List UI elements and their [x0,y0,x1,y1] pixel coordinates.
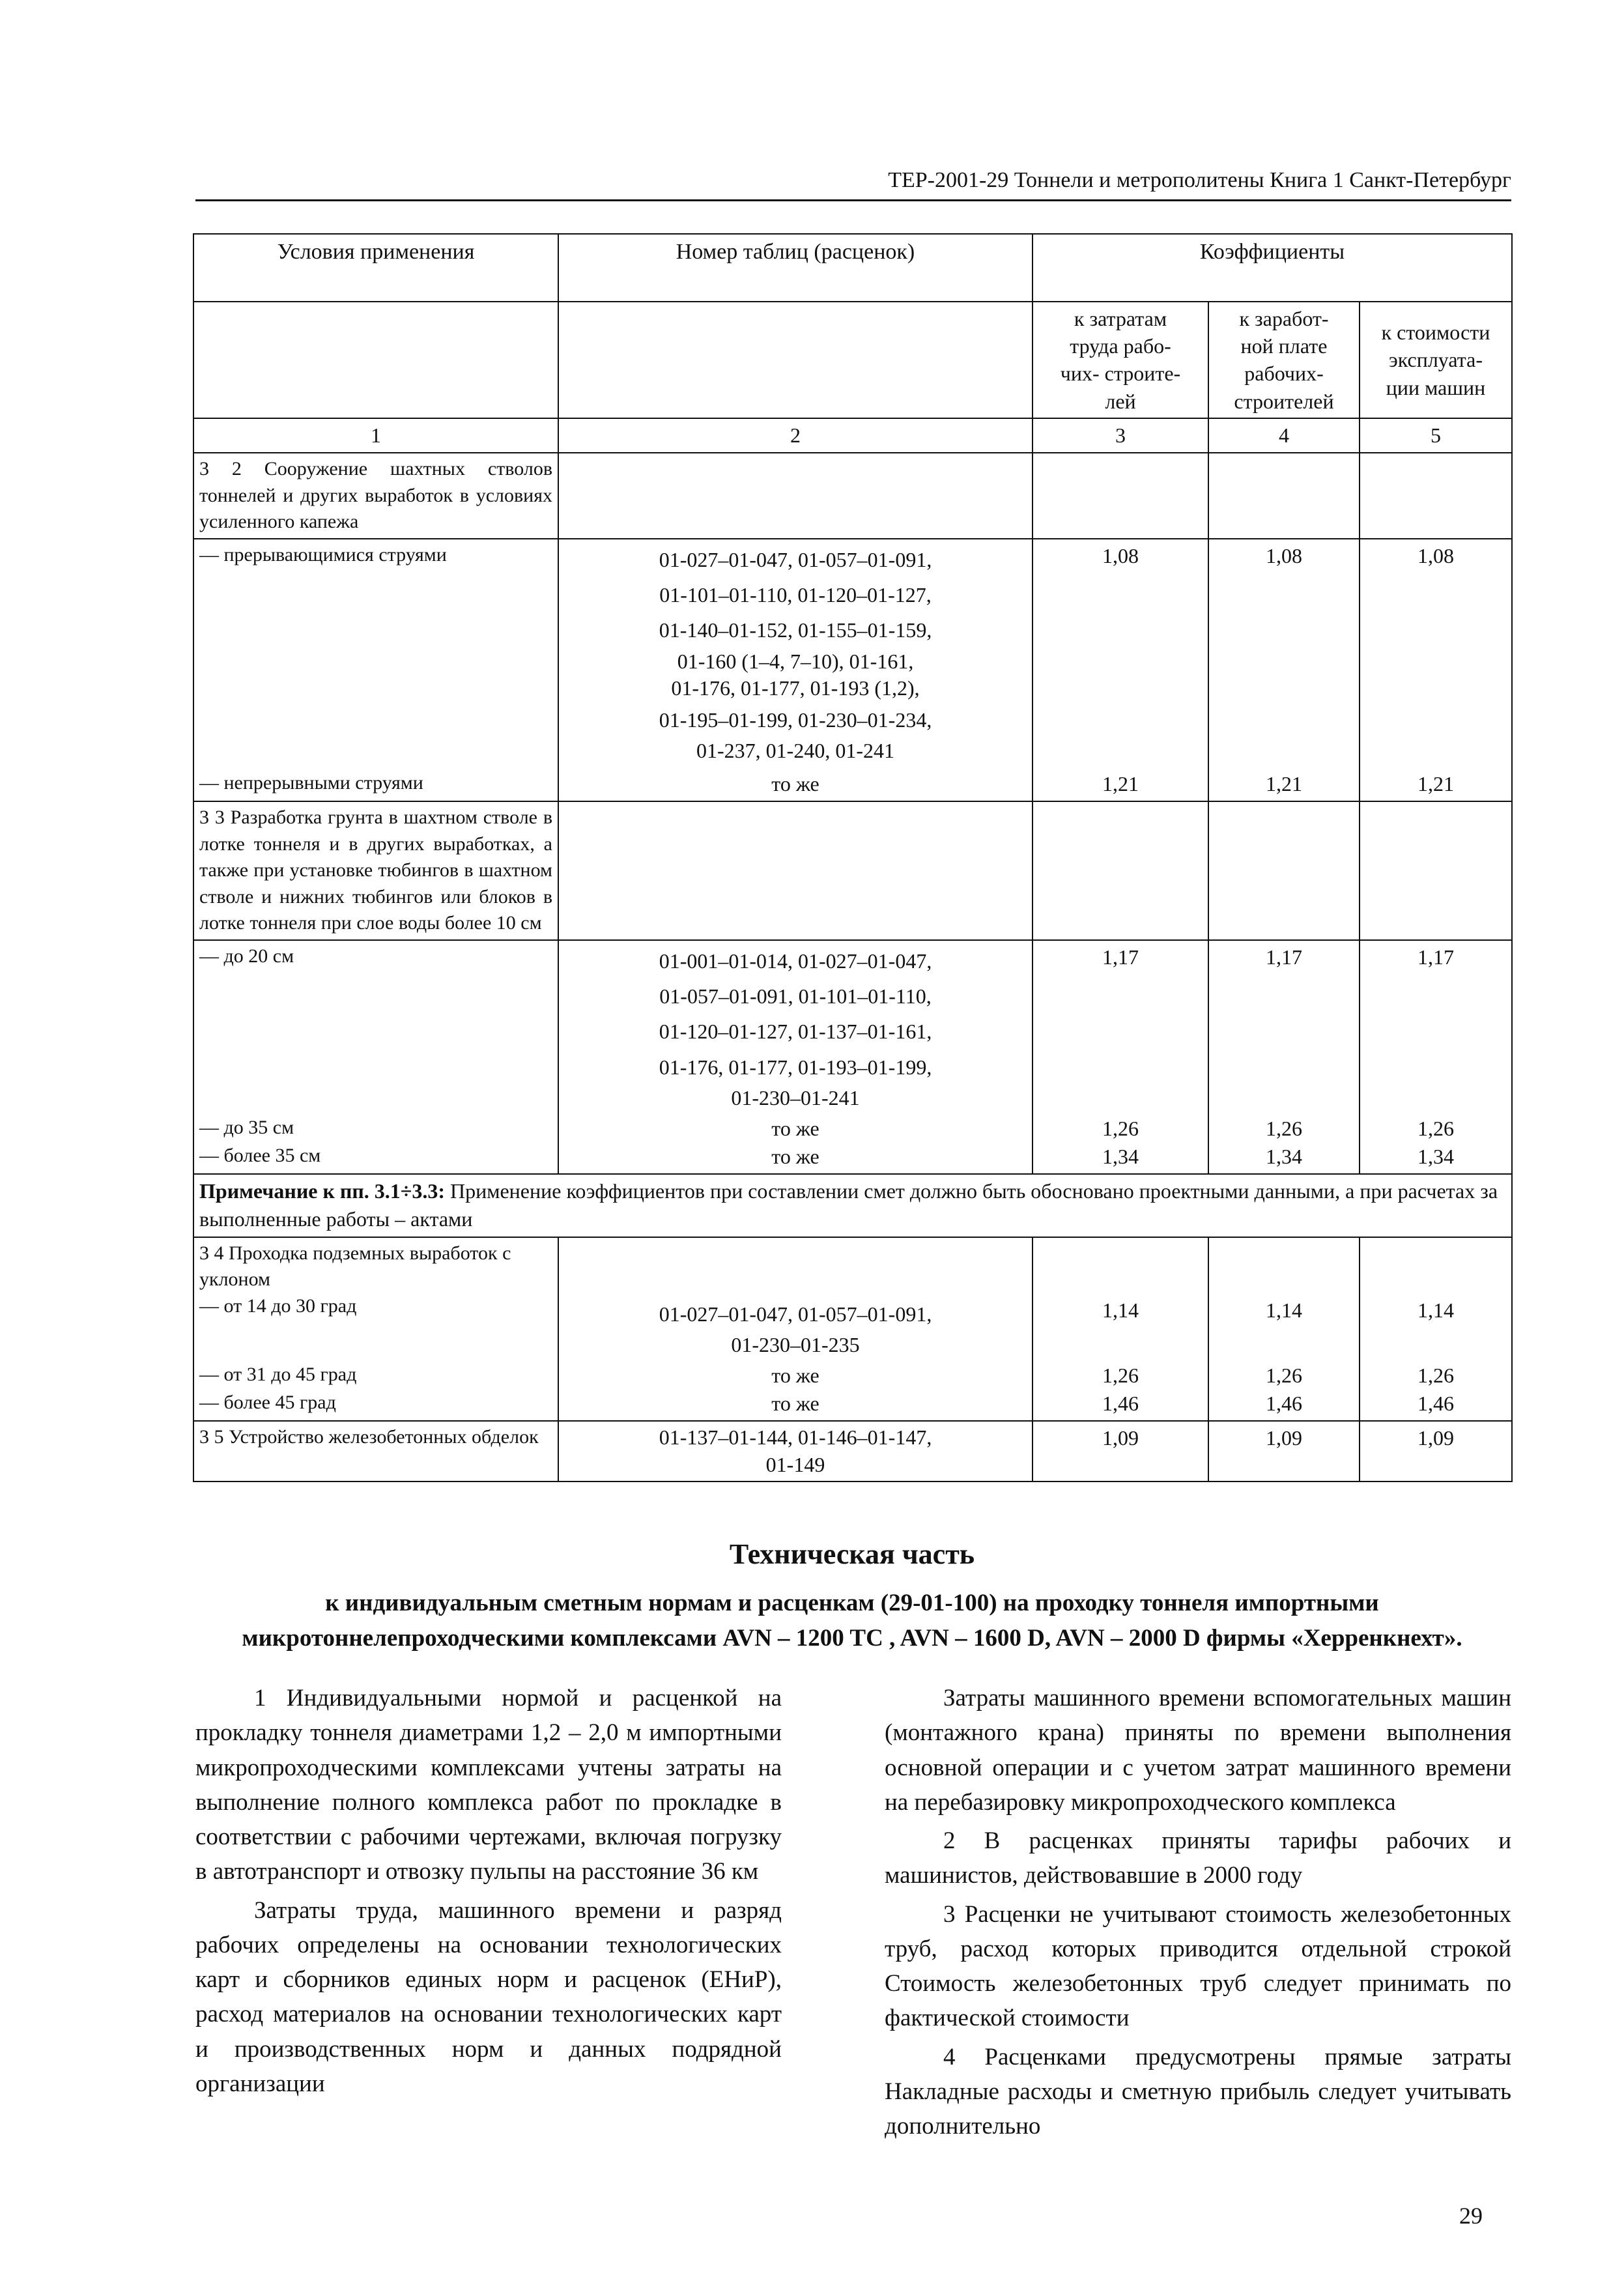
coef-labor: 1,21 [1033,767,1208,801]
column-number-row [193,418,1512,453]
codes-cell [558,940,1033,1115]
column-number: 3 [1033,418,1208,453]
code-line: 01-057–01-091, 01-101–01-110, [659,984,932,1009]
running-header: ТЕР-2001-29 Тоннели и метрополитены Книга 1 Санкт-Петербург [888,168,1511,192]
coef-machines: 1,46 [1360,1390,1512,1421]
code-line: 01-195–01-199, 01-230–01-234, [659,708,932,732]
codes-cell: то же [558,1362,1033,1390]
table-subheader-row [193,302,1512,418]
empty-cell [1208,801,1360,940]
condition-text: — от 14 до 30 град [199,1295,357,1317]
code-line: 01-149 [765,1452,825,1476]
table-row [193,1143,1512,1174]
coef-labor: 1,17 [1033,940,1208,1115]
coef-wages: 1,26 [1208,1115,1360,1143]
table-row [193,1237,1512,1362]
code-line: 01-137–01-144, 01-146–01-147, [659,1425,932,1449]
empty-cell [1360,453,1512,539]
table-row [193,1421,1512,1481]
right-text-column [885,1681,1511,2147]
subheader-labor [1033,302,1208,418]
coef-machines: 1,14 [1360,1237,1512,1362]
empty-cell [558,453,1033,539]
code-line: 01-230–01-235 [731,1332,860,1356]
codes-cell [558,539,1033,767]
code-line: 01-001–01-014, 01-027–01-047, [659,949,932,973]
condition-cell: — до 20 см [193,940,558,1115]
table-header-row [193,234,1512,302]
section-3-3-title: 3 3 Разработка грунта в шахтном стволе в лотке тоннеля и в других выработках, а также при установке тюбингов в шахтном стволе и нижних тюбингов или блоков в лотке тоннеля при слое воды более 10 см [193,801,558,940]
paragraph: Затраты машинного времени вспомогательных машин (монтажного крана) приняты по времени выполнения основной операции и с учетом затрат машинного времени на перебазировку микропроходческого комплекса [885,1685,1511,1816]
section-3-4-title: 3 4 Проходка подземных выработок с уклоном [199,1242,511,1291]
condition-cell: — прерывающимися струями [193,539,558,767]
table-row [193,767,1512,801]
coef-wages: 1,14 [1208,1237,1360,1362]
empty-cell [558,801,1033,940]
section-3-3-title-row [193,801,1512,940]
subheader-empty-2 [558,302,1033,418]
header-coefficients: Коэффициенты [1033,234,1512,302]
section-3-2-title: 3 2 Сооружение шахтных стволов тоннелей и других выработок в условиях усиленного капежа [193,453,558,539]
coefficients-table [193,233,1513,1482]
codes-cell [558,1421,1033,1481]
code-line: 01-027–01-047, 01-057–01-091, [659,547,932,571]
paragraph: 2 В расценках приняты тарифы рабочих и машинистов, действовавшие в 2000 году [885,1827,1511,1889]
codes-cell: то же [558,767,1033,801]
condition-cell: — более 35 см [193,1143,558,1174]
paragraph: Затраты труда, машинного времени и разряд рабочих определены на основании технологических карт и сборников единых норм и расценок (ЕНиР), расход материалов на основании технологических карт и производственных норм и данных подрядной организации [195,1896,782,2097]
coef-machines: 1,08 [1360,539,1512,767]
subheader-wages-line: к заработ- [1239,307,1329,330]
coef-machines: 1,21 [1360,767,1512,801]
page-number: 29 [1459,2203,1483,2229]
code-line: 01-176, 01-177, 01-193–01-199, [659,1055,932,1079]
subheader-labor-line: лей [1105,389,1136,413]
coef-wages: 1,17 [1208,940,1360,1115]
section-3-5-title: 3 5 Устройство железобетонных обделок [193,1421,558,1481]
codes-cell: то же [558,1115,1033,1143]
subheader-labor-line: к затратам [1074,307,1167,330]
coef-machines: 1,26 [1360,1362,1512,1390]
empty-cell [1033,801,1208,940]
code-line: 01-101–01-110, 01-120–01-127, [659,583,932,607]
table-row [193,1390,1512,1421]
condition-cell: — до 35 см [193,1115,558,1143]
column-number: 5 [1360,418,1512,453]
subheader-wages-line: ной плате [1240,334,1328,358]
paragraph: 1 Индивидуальными нормой и расценкой на прокладку тоннеля диаметрами 1,2 – 2,0 м импортными микропроходческими комплексами учтены затраты на выполнение полного комплекса работ по прокладке в соответствии с рабочими чертежами, включая погрузку в автотранспорт и отвозку пульпы на расстояние 36 км [195,1685,782,1885]
code-line: 01-120–01-127, 01-137–01-161, [659,1020,932,1044]
coef-wages: 1,21 [1208,767,1360,801]
codes-cell: то же [558,1390,1033,1421]
column-number: 4 [1208,418,1360,453]
header-table-numbers: Номер таблиц (расценок) [558,234,1033,302]
subheader-labor-line: труда рабо- [1070,334,1171,358]
coef-wages: 1,08 [1208,539,1360,767]
coef-machines: 1,34 [1360,1143,1512,1174]
condition-cell: — более 45 град [193,1390,558,1421]
condition-cell: — от 31 до 45 град [193,1362,558,1390]
paragraph: 4 Расценками предусмотрены прямые затраты Накладные расходы и сметную прибыль следует учитывать дополнительно [885,2043,1511,2140]
header-rule [195,199,1511,201]
coef-labor: 1,09 [1033,1421,1208,1481]
condition-cell: — непрерывными струями [193,767,558,801]
section-3-2-title-row [193,453,1512,539]
note-label: Примечание к пп. 3.1÷3.3: [199,1179,445,1203]
coef-labor: 1,08 [1033,539,1208,767]
codes-cell: то же [558,1143,1033,1174]
note-cell [193,1174,1512,1237]
subheader-empty-1 [193,302,558,418]
subheader-machines-line: эксплуата- [1389,348,1483,372]
coef-wages: 1,09 [1208,1421,1360,1481]
column-number: 1 [193,418,558,453]
technical-part-title: Техническая часть [729,1538,975,1570]
table-row [193,1115,1512,1143]
technical-part-subtitle: к индивидуальным сметным нормам и расценкам (29-01-100) на проходку тоннеля импортными микротоннелепроходческими комплексами AVN – 1200 TC , AVN – 1600 D, AVN – 2000 D фирмы «Херренкнехт». [242,1590,1462,1652]
coef-machines: 1,09 [1360,1421,1512,1481]
table-row [193,940,1512,1115]
code-line: 01-230–01-241 [731,1086,860,1110]
code-line: 01-027–01-047, 01-057–01-091, [659,1302,932,1326]
paragraph: 3 Расценки не учитывают стоимость железобетонных труб, расход которых приводится отдельной строкой Стоимость железобетонных труб следует принимать по фактической стоимости [885,1900,1511,2032]
coef-machines: 1,17 [1360,940,1512,1115]
left-text-column [195,1681,782,2105]
coef-wages: 1,46 [1208,1390,1360,1421]
header-conditions: Условия применения [193,234,558,302]
table-row [193,539,1512,767]
column-number: 2 [558,418,1033,453]
table-row [193,1362,1512,1390]
code-line: 01-176, 01-177, 01-193 (1,2), [671,676,920,700]
empty-cell [1360,801,1512,940]
subheader-machines [1360,302,1512,418]
codes-cell [558,1237,1033,1362]
subheader-wages-line: строителей [1234,389,1334,413]
coef-labor: 1,26 [1033,1362,1208,1390]
subheader-wages [1208,302,1360,418]
coef-labor: 1,34 [1033,1143,1208,1174]
coef-wages: 1,34 [1208,1143,1360,1174]
coef-machines: 1,26 [1360,1115,1512,1143]
empty-cell [1033,453,1208,539]
note-text: Применение коэффициентов при составлении смет должно быть обосновано проектными данными, а при расчетах за выполненные работы – актами [199,1179,1498,1231]
condition-cell [193,1237,558,1362]
coef-labor: 1,46 [1033,1390,1208,1421]
coef-wages: 1,26 [1208,1362,1360,1390]
code-line: 01-237, 01-240, 01-241 [696,739,894,763]
empty-cell [1208,453,1360,539]
code-line: 01-140–01-152, 01-155–01-159, [659,618,932,642]
subheader-wages-line: рабочих- [1244,362,1324,386]
subheader-machines-line: ции машин [1386,375,1486,399]
code-line: 01-160 (1–4, 7–10), 01-161, [677,649,914,673]
note-row [193,1174,1512,1237]
subheader-machines-line: к стоимости [1381,321,1490,345]
coef-labor: 1,26 [1033,1115,1208,1143]
subheader-labor-line: чих- строите- [1060,362,1181,386]
coef-labor: 1,14 [1033,1237,1208,1362]
